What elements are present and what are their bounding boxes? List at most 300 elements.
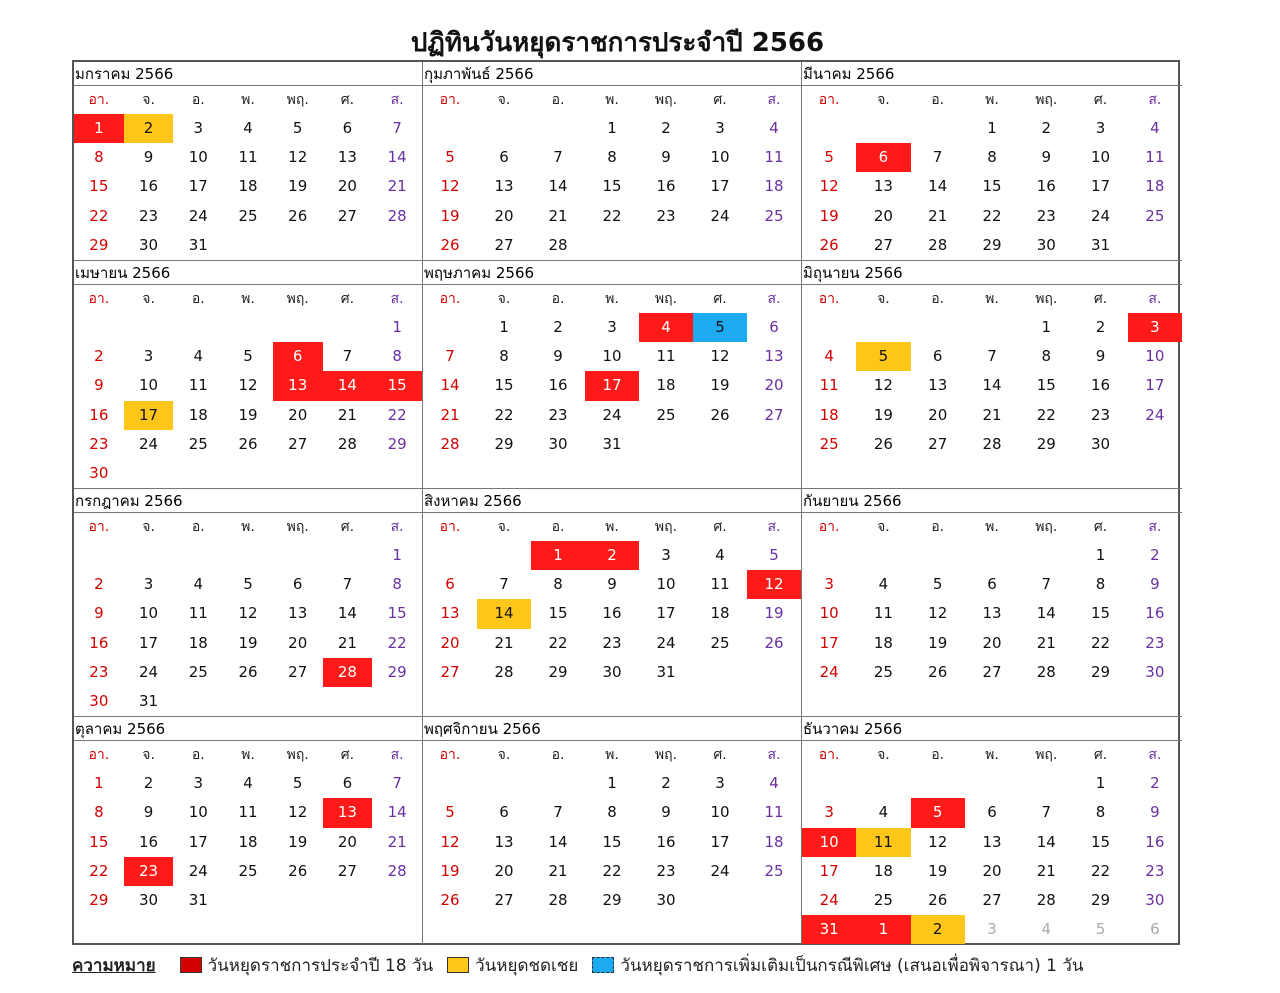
day-cell: 21 bbox=[387, 177, 407, 196]
day-cell: 12 bbox=[288, 148, 308, 167]
day-cell: 18 bbox=[873, 633, 893, 652]
weekday-header: พ. bbox=[985, 290, 999, 307]
day-cell: 19 bbox=[873, 405, 893, 424]
day-cell: 26 bbox=[928, 662, 948, 681]
day-cell: 17 bbox=[188, 832, 208, 851]
day-cell: 13 bbox=[273, 371, 323, 400]
day-cell: 18 bbox=[238, 832, 258, 851]
day-cell: 12 bbox=[873, 376, 893, 395]
day-cell: 17 bbox=[819, 861, 839, 880]
day-cell: 8 bbox=[1095, 803, 1106, 822]
days-grid bbox=[74, 86, 422, 260]
day-cell: 21 bbox=[928, 206, 948, 225]
day-cell: 24 bbox=[656, 633, 676, 652]
month-title: พฤษภาคม 2566 bbox=[423, 261, 801, 285]
weekday-header: ส. bbox=[390, 747, 404, 764]
empty-cell bbox=[802, 313, 856, 342]
weekday-header: จ. bbox=[877, 290, 890, 307]
empty-cell bbox=[911, 313, 965, 342]
day-cell: 31 bbox=[802, 915, 856, 944]
weekday-header: พฤ. bbox=[286, 290, 309, 307]
day-cell: 28 bbox=[1036, 890, 1056, 909]
empty-cell bbox=[223, 541, 273, 570]
weekday-header: พ. bbox=[605, 519, 619, 536]
weekday-header: อา. bbox=[88, 519, 110, 536]
day-cell: 10 bbox=[602, 347, 622, 366]
day-cell: 6 bbox=[273, 342, 323, 371]
day-cell: 19 bbox=[238, 633, 258, 652]
weekday-header: จ. bbox=[497, 92, 511, 108]
day-cell: 23 bbox=[89, 434, 109, 453]
day-cell: 22 bbox=[602, 861, 622, 880]
empty-cell bbox=[477, 541, 531, 570]
day-cell: 27 bbox=[928, 434, 948, 453]
day-cell: 31 bbox=[656, 662, 676, 681]
day-cell: 5 bbox=[824, 148, 834, 167]
day-cell: 9 bbox=[1150, 575, 1160, 594]
month-title: กันยายน 2566 bbox=[802, 489, 1182, 513]
day-cell: 5 bbox=[445, 803, 455, 822]
day-cell: 12 bbox=[928, 604, 948, 623]
day-cell: 15 bbox=[602, 832, 622, 851]
empty-cell bbox=[423, 541, 477, 570]
weekday-header: พฤ. bbox=[654, 747, 678, 764]
days-grid bbox=[423, 285, 801, 459]
day-cell: 13 bbox=[873, 177, 893, 196]
day-cell: 27 bbox=[337, 861, 357, 880]
day-cell: 3 bbox=[715, 119, 725, 137]
day-cell: 25 bbox=[656, 405, 676, 424]
day-cell: 7 bbox=[553, 803, 563, 822]
day-cell: 31 bbox=[188, 235, 208, 254]
day-cell: 21 bbox=[337, 405, 357, 424]
weekday-header: พฤ. bbox=[1035, 92, 1058, 108]
day-cell: 1 bbox=[607, 119, 617, 137]
weekday-header: พฤ. bbox=[1035, 290, 1058, 307]
empty-cell bbox=[423, 313, 477, 342]
day-cell: 20 bbox=[494, 206, 514, 225]
day-cell: 27 bbox=[337, 206, 357, 225]
day-cell: 12 bbox=[710, 347, 730, 366]
day-cell: 21 bbox=[1036, 633, 1056, 652]
day-cell: 14 bbox=[323, 371, 373, 400]
weekday-header: ศ. bbox=[1093, 519, 1108, 536]
day-cell: 10 bbox=[710, 803, 730, 822]
month-title: พฤศจิกายน 2566 bbox=[423, 717, 801, 741]
day-cell: 19 bbox=[819, 206, 839, 225]
weekday-header: อ. bbox=[191, 92, 205, 108]
empty-cell bbox=[173, 313, 223, 342]
day-cell: 2 bbox=[143, 774, 154, 793]
weekday-header: พ. bbox=[985, 747, 999, 764]
day-cell: 27 bbox=[440, 662, 460, 681]
day-cell: 18 bbox=[764, 832, 784, 851]
day-cell: 9 bbox=[94, 376, 104, 395]
day-cell: 11 bbox=[188, 376, 208, 395]
day-cell: 15 bbox=[548, 604, 568, 623]
day-cell: 29 bbox=[548, 662, 568, 681]
day-cell: 10 bbox=[1145, 347, 1165, 366]
day-cell: 20 bbox=[982, 861, 1002, 880]
day-cell: 13 bbox=[288, 604, 308, 623]
day-cell: 19 bbox=[238, 405, 258, 424]
weekday-header: อ. bbox=[931, 290, 945, 307]
next-month-day-cell: 2 bbox=[911, 915, 965, 944]
weekday-header: พฤ. bbox=[286, 92, 309, 108]
day-cell: 11 bbox=[188, 604, 208, 623]
days-grid bbox=[74, 741, 422, 915]
day-cell: 19 bbox=[710, 376, 730, 395]
day-cell: 16 bbox=[602, 604, 622, 623]
day-cell: 18 bbox=[764, 177, 784, 196]
day-cell: 7 bbox=[932, 148, 943, 167]
day-cell: 23 bbox=[139, 206, 159, 225]
day-cell: 11 bbox=[238, 148, 258, 167]
day-cell: 6 bbox=[342, 119, 353, 137]
day-cell: 18 bbox=[188, 405, 208, 424]
empty-cell bbox=[911, 114, 965, 143]
weekday-header: พฤ. bbox=[286, 747, 309, 764]
calendar-grid bbox=[72, 60, 1180, 945]
day-cell: 23 bbox=[124, 857, 174, 886]
day-cell: 8 bbox=[1041, 347, 1052, 366]
weekday-header: อา. bbox=[818, 290, 840, 307]
weekday-header: อ. bbox=[551, 92, 565, 108]
weekday-header: อา. bbox=[439, 747, 461, 764]
day-cell: 2 bbox=[94, 575, 104, 594]
days-grid bbox=[802, 285, 1182, 459]
day-cell: 20 bbox=[440, 633, 460, 652]
day-cell: 22 bbox=[89, 861, 109, 880]
day-cell: 14 bbox=[477, 599, 531, 628]
day-cell: 7 bbox=[342, 347, 353, 366]
next-month-day-cell: 6 bbox=[1150, 920, 1160, 939]
holiday-swatch bbox=[180, 957, 202, 973]
day-cell: 22 bbox=[548, 633, 568, 652]
day-cell: 29 bbox=[89, 890, 109, 909]
weekday-header: ส. bbox=[767, 92, 781, 108]
day-cell: 29 bbox=[1091, 662, 1111, 681]
empty-cell bbox=[74, 313, 124, 342]
weekday-header: จ. bbox=[142, 92, 155, 108]
day-cell: 14 bbox=[1036, 604, 1056, 623]
day-cell: 26 bbox=[710, 405, 730, 424]
day-cell: 8 bbox=[94, 803, 104, 822]
day-cell: 26 bbox=[288, 206, 308, 225]
legend-title: ความหมาย bbox=[72, 955, 156, 976]
day-cell: 4 bbox=[715, 546, 725, 565]
day-cell: 10 bbox=[139, 604, 159, 623]
day-cell: 16 bbox=[1145, 832, 1165, 851]
day-cell: 22 bbox=[1091, 633, 1111, 652]
day-cell: 2 bbox=[1095, 317, 1106, 336]
month-block bbox=[74, 261, 423, 489]
day-cell: 25 bbox=[238, 206, 258, 225]
empty-cell bbox=[965, 313, 1019, 342]
day-cell: 9 bbox=[143, 148, 154, 167]
day-cell: 15 bbox=[982, 177, 1002, 196]
weekday-header: ศ. bbox=[713, 92, 727, 108]
month-title: มกราคม 2566 bbox=[74, 62, 422, 86]
day-cell: 9 bbox=[94, 604, 104, 623]
day-cell: 26 bbox=[819, 235, 839, 254]
day-cell: 6 bbox=[445, 575, 455, 594]
day-cell: 13 bbox=[982, 832, 1002, 851]
day-cell: 23 bbox=[656, 206, 676, 225]
weekday-header: จ. bbox=[497, 747, 511, 764]
weekday-header: จ. bbox=[142, 519, 155, 536]
day-cell: 26 bbox=[873, 434, 893, 453]
day-cell: 21 bbox=[387, 832, 407, 851]
day-cell: 9 bbox=[661, 148, 671, 167]
day-cell: 19 bbox=[440, 206, 460, 225]
day-cell: 13 bbox=[982, 604, 1002, 623]
day-cell: 18 bbox=[710, 604, 730, 623]
weekday-header: จ. bbox=[497, 290, 511, 307]
day-cell: 28 bbox=[387, 861, 407, 880]
day-cell: 1 bbox=[499, 317, 509, 336]
weekday-header: อา. bbox=[818, 519, 840, 536]
day-cell: 29 bbox=[387, 434, 407, 453]
day-cell: 12 bbox=[238, 376, 258, 395]
day-cell: 8 bbox=[94, 148, 104, 167]
day-cell: 31 bbox=[1091, 235, 1111, 254]
day-cell: 4 bbox=[878, 575, 889, 594]
weekday-header: ศ. bbox=[713, 747, 727, 764]
day-cell: 26 bbox=[928, 890, 948, 909]
day-cell: 8 bbox=[607, 803, 617, 822]
day-cell: 22 bbox=[982, 206, 1002, 225]
empty-cell bbox=[223, 313, 273, 342]
weekday-header: ส. bbox=[767, 747, 781, 764]
empty-cell bbox=[965, 541, 1019, 570]
day-cell: 8 bbox=[987, 148, 997, 167]
weekday-header: จ. bbox=[142, 747, 155, 764]
empty-cell bbox=[802, 114, 856, 143]
day-cell: 13 bbox=[323, 798, 373, 827]
day-cell: 4 bbox=[824, 347, 834, 366]
day-cell: 16 bbox=[1091, 376, 1111, 395]
day-cell: 13 bbox=[764, 347, 784, 366]
day-cell: 23 bbox=[602, 633, 622, 652]
day-cell: 24 bbox=[188, 861, 208, 880]
day-cell: 15 bbox=[602, 177, 622, 196]
day-cell: 22 bbox=[387, 633, 407, 652]
day-cell: 29 bbox=[602, 890, 622, 909]
weekday-header: จ. bbox=[877, 519, 890, 536]
day-cell: 5 bbox=[445, 148, 455, 167]
day-cell: 17 bbox=[1145, 376, 1165, 395]
day-cell: 30 bbox=[602, 662, 622, 681]
day-cell: 27 bbox=[494, 235, 514, 254]
day-cell: 22 bbox=[387, 405, 407, 424]
day-cell: 10 bbox=[819, 604, 839, 623]
day-cell: 9 bbox=[143, 803, 154, 822]
day-cell: 28 bbox=[387, 206, 407, 225]
empty-cell bbox=[173, 541, 223, 570]
day-cell: 24 bbox=[602, 405, 622, 424]
next-month-day-cell: 1 bbox=[856, 915, 910, 944]
day-cell: 11 bbox=[238, 803, 258, 822]
day-cell: 2 bbox=[1150, 546, 1160, 565]
weekday-header: ศ. bbox=[1093, 747, 1108, 764]
day-cell: 9 bbox=[1150, 803, 1160, 822]
day-cell: 15 bbox=[1036, 376, 1056, 395]
day-cell: 17 bbox=[124, 401, 174, 430]
day-cell: 30 bbox=[89, 463, 109, 482]
day-cell: 19 bbox=[440, 861, 460, 880]
empty-cell bbox=[477, 114, 531, 143]
day-cell: 31 bbox=[602, 434, 622, 453]
weekday-header: อ. bbox=[931, 92, 945, 108]
day-cell: 24 bbox=[710, 206, 730, 225]
day-cell: 10 bbox=[139, 376, 159, 395]
day-cell: 9 bbox=[661, 803, 671, 822]
weekday-header: อ. bbox=[931, 747, 945, 764]
day-cell: 16 bbox=[139, 177, 159, 196]
day-cell: 24 bbox=[1091, 206, 1111, 225]
day-cell: 22 bbox=[1091, 861, 1111, 880]
day-cell: 21 bbox=[440, 405, 460, 424]
empty-cell bbox=[1019, 541, 1073, 570]
day-cell: 18 bbox=[1145, 177, 1165, 196]
weekday-header: พฤ. bbox=[1035, 519, 1058, 536]
month-block bbox=[802, 62, 1182, 261]
day-cell: 4 bbox=[243, 119, 253, 137]
month-title: กุมภาพันธ์ 2566 bbox=[423, 62, 801, 86]
day-cell: 4 bbox=[243, 774, 253, 793]
legend-item-sub bbox=[447, 952, 578, 979]
day-cell: 5 bbox=[292, 119, 303, 137]
days-grid bbox=[74, 285, 422, 488]
day-cell: 8 bbox=[607, 148, 617, 167]
days-grid bbox=[802, 513, 1182, 687]
day-cell: 26 bbox=[440, 235, 460, 254]
day-cell: 6 bbox=[987, 575, 997, 594]
day-cell: 28 bbox=[982, 434, 1002, 453]
weekday-header: พ. bbox=[985, 92, 999, 108]
weekday-header: พ. bbox=[241, 747, 255, 764]
weekday-header: อ. bbox=[191, 290, 205, 307]
day-cell: 28 bbox=[337, 434, 357, 453]
day-cell: 20 bbox=[928, 405, 948, 424]
month-title: มีนาคม 2566 bbox=[802, 62, 1182, 86]
day-cell: 7 bbox=[1041, 803, 1052, 822]
day-cell: 21 bbox=[337, 633, 357, 652]
day-cell: 12 bbox=[440, 832, 460, 851]
day-cell: 7 bbox=[499, 575, 509, 594]
day-cell: 4 bbox=[639, 313, 693, 342]
weekday-header: ส. bbox=[1148, 747, 1162, 764]
day-cell: 21 bbox=[494, 633, 514, 652]
weekday-header: พ. bbox=[241, 519, 255, 536]
day-cell: 29 bbox=[89, 235, 109, 254]
day-cell: 22 bbox=[89, 206, 109, 225]
day-cell: 23 bbox=[1091, 405, 1111, 424]
day-cell: 17 bbox=[1091, 177, 1111, 196]
day-cell: 27 bbox=[494, 890, 514, 909]
weekday-header: ส. bbox=[1148, 290, 1162, 307]
day-cell: 23 bbox=[656, 861, 676, 880]
day-cell: 20 bbox=[873, 206, 893, 225]
weekday-header: อา. bbox=[88, 747, 110, 764]
day-cell: 23 bbox=[89, 662, 109, 681]
day-cell: 13 bbox=[928, 376, 948, 395]
day-cell: 7 bbox=[445, 347, 455, 366]
days-grid bbox=[802, 741, 1182, 944]
day-cell: 10 bbox=[656, 575, 676, 594]
month-block bbox=[423, 489, 802, 717]
day-cell: 1 bbox=[392, 546, 402, 565]
day-cell: 24 bbox=[139, 434, 159, 453]
day-cell: 2 bbox=[1041, 119, 1052, 137]
next-month-day-cell: 5 bbox=[1095, 920, 1106, 939]
day-cell: 20 bbox=[494, 861, 514, 880]
day-cell: 1 bbox=[607, 774, 617, 793]
legend-special-label: วันหยุดราชการเพิ่มเติมเป็นกรณีพิเศษ (เสนอเพื่อพิจารณา) 1 วัน bbox=[620, 955, 1084, 976]
weekday-header: อา. bbox=[439, 92, 461, 108]
day-cell: 9 bbox=[607, 575, 617, 594]
weekday-header: พ. bbox=[241, 92, 255, 108]
day-cell: 20 bbox=[337, 832, 357, 851]
day-cell: 21 bbox=[548, 206, 568, 225]
empty-cell bbox=[965, 769, 1019, 798]
weekday-header: อ. bbox=[191, 747, 205, 764]
day-cell: 25 bbox=[188, 662, 208, 681]
month-block bbox=[423, 261, 802, 489]
day-cell: 16 bbox=[139, 832, 159, 851]
day-cell: 6 bbox=[769, 317, 779, 336]
empty-cell bbox=[124, 313, 174, 342]
legend-item-holiday bbox=[180, 952, 434, 979]
day-cell: 5 bbox=[769, 546, 779, 565]
day-cell: 15 bbox=[494, 376, 514, 395]
empty-cell bbox=[856, 541, 910, 570]
day-cell: 4 bbox=[193, 575, 204, 594]
weekday-header: อ. bbox=[551, 519, 565, 536]
day-cell: 1 bbox=[94, 774, 104, 793]
day-cell: 2 bbox=[585, 541, 639, 570]
next-month-day-cell: 3 bbox=[987, 920, 997, 939]
day-cell: 2 bbox=[661, 774, 671, 793]
day-cell: 5 bbox=[243, 575, 253, 594]
weekday-header: ศ. bbox=[340, 92, 355, 108]
day-cell: 17 bbox=[585, 371, 639, 400]
day-cell: 18 bbox=[188, 633, 208, 652]
day-cell: 27 bbox=[288, 662, 308, 681]
day-cell: 11 bbox=[764, 803, 784, 822]
day-cell: 8 bbox=[392, 347, 402, 366]
day-cell: 4 bbox=[193, 347, 204, 366]
day-cell: 30 bbox=[1036, 235, 1056, 254]
day-cell: 19 bbox=[288, 832, 308, 851]
weekday-header: ส. bbox=[390, 519, 404, 536]
day-cell: 24 bbox=[139, 662, 159, 681]
day-cell: 27 bbox=[873, 235, 893, 254]
day-cell: 6 bbox=[499, 148, 509, 167]
month-block bbox=[74, 62, 423, 261]
day-cell: 17 bbox=[656, 604, 676, 623]
empty-cell bbox=[273, 541, 323, 570]
day-cell: 12 bbox=[747, 570, 801, 599]
month-title: ตุลาคม 2566 bbox=[74, 717, 422, 741]
day-cell: 24 bbox=[710, 861, 730, 880]
day-cell: 1 bbox=[1095, 774, 1106, 793]
substitute-swatch bbox=[447, 957, 469, 973]
weekday-header: พ. bbox=[605, 92, 619, 108]
day-cell: 17 bbox=[710, 832, 730, 851]
day-cell: 11 bbox=[710, 575, 730, 594]
